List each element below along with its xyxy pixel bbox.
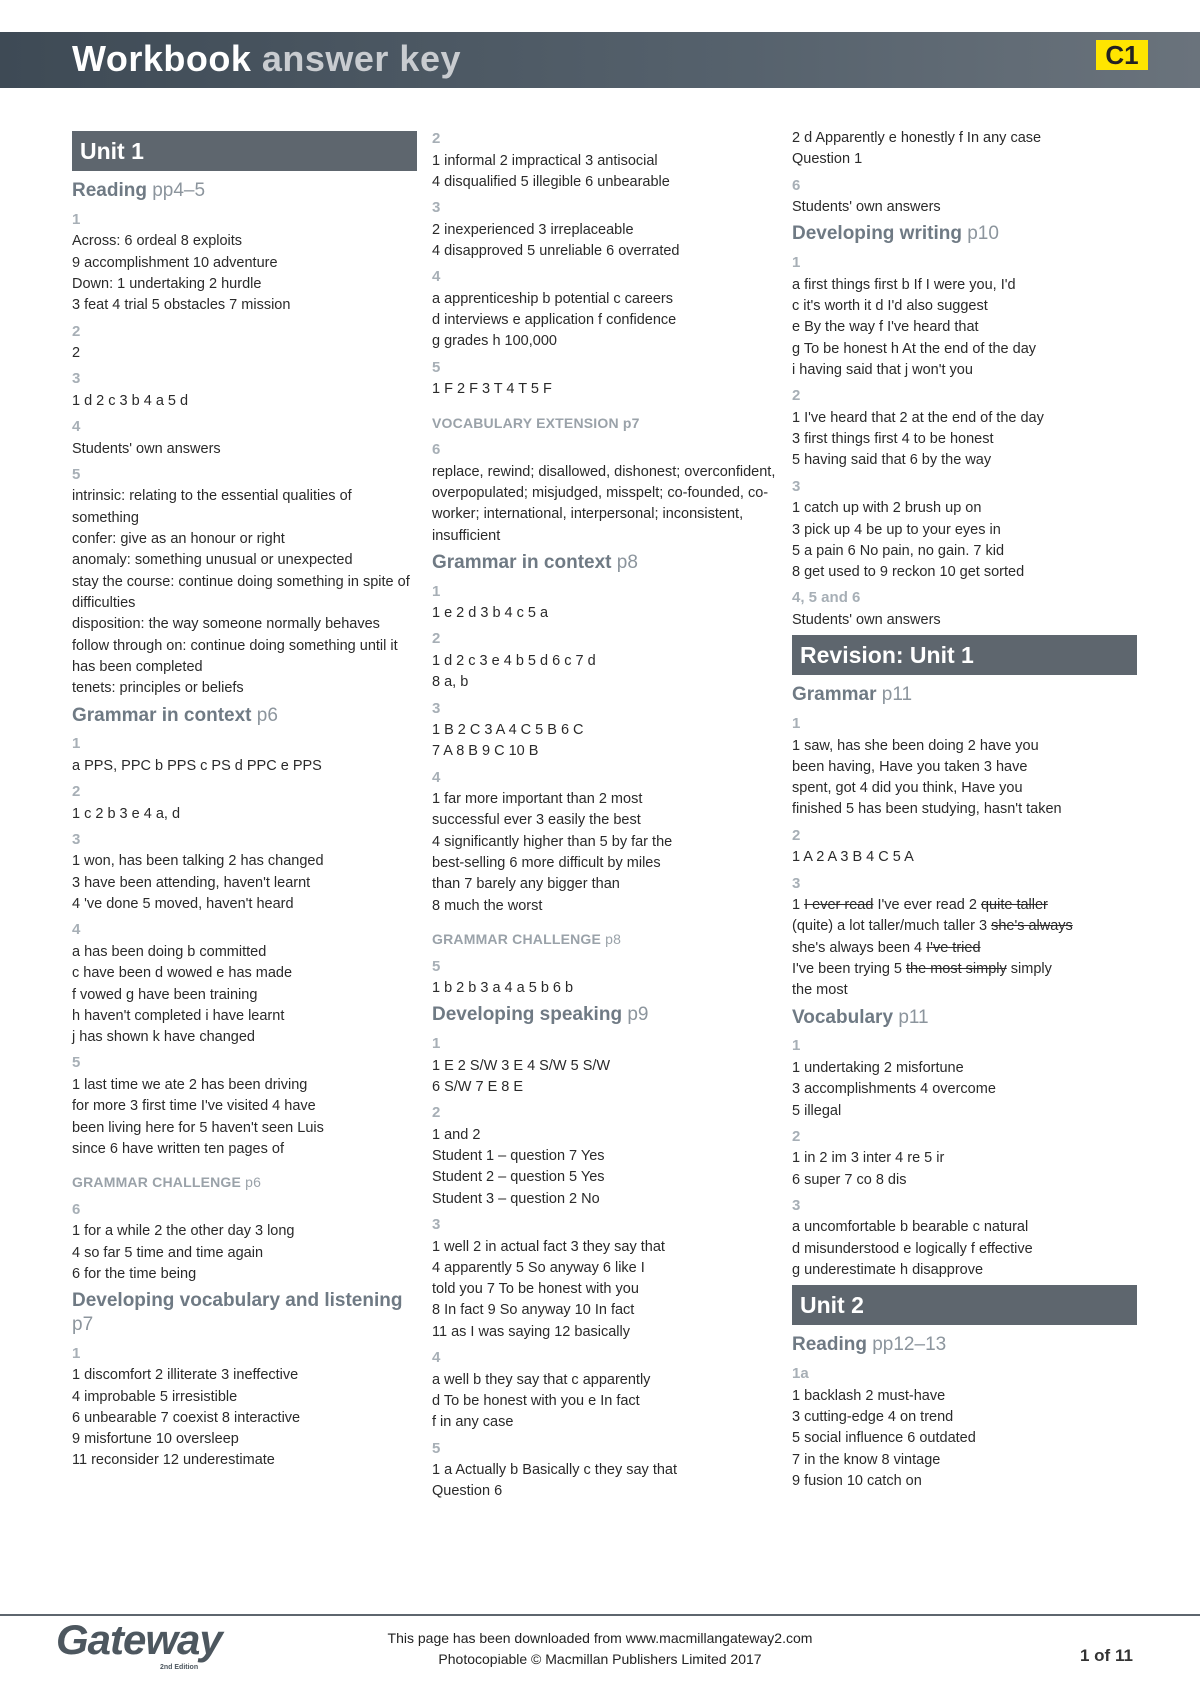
answer-line: Students' own answers (792, 611, 941, 628)
answer-line: 1 B 2 C 3 A 4 C 5 B 6 C (432, 722, 584, 739)
section-heading (792, 1333, 1137, 1357)
answer-line: 8 In fact 9 So anyway 10 In fact (432, 1302, 635, 1319)
footer-text (300, 1628, 900, 1670)
answer-line: e By the way f I've heard that (792, 319, 979, 336)
exercise-number: 1a (792, 1365, 809, 1383)
answer-line: intrinsic: relating to the essential qualities of something (72, 488, 352, 526)
exercise-answers (792, 610, 1137, 631)
exercise (792, 175, 1137, 219)
exercise-number: 1 (792, 715, 801, 732)
exercise (792, 825, 1137, 869)
answer-text: the most (792, 982, 848, 999)
exercise-answers (432, 289, 777, 353)
section-label: Developing writing (792, 223, 962, 245)
exercise-answers (432, 1460, 777, 1503)
answer-line: a apprenticeship b potential c careers (432, 290, 674, 307)
section-heading (72, 1172, 417, 1193)
exercise (792, 252, 1137, 381)
exercise (432, 698, 777, 763)
exercise (72, 416, 417, 460)
answer-line: confer: give as an honour or right (72, 531, 285, 548)
exercise-number: 4 (432, 268, 441, 286)
answer-line (792, 916, 1137, 937)
answer-line: g To be honest h At the end of the day (792, 340, 1037, 357)
exercise-number: 4 (432, 1349, 441, 1367)
column-2 (432, 128, 777, 1507)
section-page: p6 (256, 704, 278, 726)
answer-line: Student 3 – question 2 No (432, 1190, 600, 1207)
exercise-answers (792, 1058, 1137, 1122)
answer-line: 1 c 2 b 3 e 4 a, d (72, 805, 181, 822)
exercise (432, 767, 777, 917)
exercise (432, 1214, 777, 1343)
answer-line: for more 3 first time I've visited 4 have (72, 1098, 316, 1115)
exercise (792, 1035, 1137, 1121)
answer-line: 4 've done 5 moved, haven't heard (72, 896, 294, 913)
exercise (72, 368, 417, 412)
exercise (792, 385, 1137, 471)
answer-line: 1 A 2 A 3 B 4 C 5 A (792, 849, 914, 866)
exercise-number: 3 (432, 1216, 441, 1234)
exercise-number: 5 (432, 358, 441, 376)
answer-line: 1 I've heard that 2 at the end of the day (792, 409, 1044, 426)
exercise-number: 2 (432, 130, 441, 147)
answer-line: anomaly: something unusual or unexpected (72, 552, 353, 569)
answer-line: 3 first things first 4 to be honest (792, 431, 994, 448)
answer-line: i having said that j won't you (792, 361, 973, 378)
answer-line: 8 much the worst (432, 897, 543, 914)
answer-line: best-selling 6 more difficult by miles (432, 855, 661, 872)
exercise (792, 476, 1137, 584)
answer-line: 2 inexperienced 3 irreplaceable (432, 221, 634, 238)
answer-line: Student 1 – question 7 Yes (432, 1148, 605, 1165)
exercise-number: 5 (72, 1054, 81, 1072)
exercise-answers (432, 151, 777, 194)
exercise-number: 3 (792, 874, 801, 892)
answer-line: 1 F 2 F 3 T 4 T 5 F (432, 381, 552, 398)
level-badge: C1 (1096, 40, 1148, 70)
exercise-answers (432, 978, 777, 999)
gateway-logo: Gateway (56, 1616, 222, 1663)
exercise-number: 4 (72, 418, 81, 436)
page-number: 1 of 11 (1080, 1646, 1133, 1665)
exercise-answers (432, 1125, 777, 1210)
answer-line: f in any case (432, 1414, 514, 1431)
section-page: p8 (616, 551, 638, 573)
answer-line: 9 accomplishment 10 adventure (72, 254, 278, 271)
answer-line: 8 a, b (432, 674, 469, 691)
answer-line: 1 informal 2 impractical 3 antisocial (432, 152, 658, 169)
answer-text: (quite) a lot taller/much taller 3 (792, 918, 992, 935)
answer-line: 3 have been attending, haven't learnt (72, 874, 311, 891)
answer-line (792, 959, 1137, 980)
exercise-answers (432, 1056, 777, 1099)
crossed-out-text: I've tried (926, 939, 981, 956)
section-heading (432, 1003, 777, 1027)
answer-line: 2 d Apparently e honestly f In any case (792, 130, 1042, 146)
exercise (432, 581, 777, 625)
answer-line: been having, Have you taken 3 have (792, 758, 1028, 775)
answer-line: 1 and 2 (432, 1126, 481, 1143)
exercise (792, 1126, 1137, 1191)
unit-heading: Unit 1 (72, 131, 417, 171)
answer-line: 3 feat 4 trial 5 obstacles 7 mission (72, 297, 291, 314)
exercise-answers (792, 128, 1137, 171)
exercise (432, 1438, 777, 1503)
exercise-number: 3 (72, 370, 81, 388)
exercise-answers (792, 1386, 1137, 1493)
section-page: p10 (967, 223, 999, 245)
column-3 (792, 128, 1137, 1496)
exercise-number: 2 (792, 826, 801, 844)
exercise-number: 1 (432, 1035, 441, 1053)
answer-text: 1 (792, 897, 805, 914)
exercise-answers (432, 651, 777, 694)
exercise-number: 1 (72, 210, 81, 228)
answer-text: I've ever read 2 (873, 897, 981, 914)
answer-line: h haven't completed i have learnt (72, 1007, 285, 1024)
exercise-number: 3 (72, 830, 81, 848)
section-heading (792, 222, 1137, 246)
answer-line: 11 reconsider 12 underestimate (72, 1452, 275, 1469)
exercise-answers (432, 720, 777, 763)
exercise-answers (72, 851, 417, 915)
crossed-out-text: I ever read (804, 897, 874, 914)
answer-line: 4 disapproved 5 unreliable 6 overrated (432, 242, 680, 259)
answer-line: a uncomfortable b bearable c natural (792, 1219, 1029, 1236)
answer-line: 1 far more important than 2 most (432, 791, 643, 808)
exercise (792, 713, 1137, 821)
section-label: Grammar (792, 684, 877, 706)
section-label: VOCABULARY EXTENSION p7 (432, 414, 640, 431)
page-title (72, 38, 461, 80)
exercise-number: 2 (792, 1127, 801, 1145)
exercise (72, 321, 417, 365)
exercise-number: 3 (432, 699, 441, 717)
exercise-answers (432, 220, 777, 263)
answer-line: successful ever 3 easily the best (432, 812, 641, 829)
exercise (792, 873, 1137, 1002)
section-label: Grammar in context (432, 551, 612, 573)
answer-line: 1 d 2 c 3 e 4 b 5 d 6 c 7 d (432, 652, 596, 669)
exercise-answers (72, 231, 417, 316)
answer-line: 1 b 2 b 3 a 4 a 5 b 6 b (432, 980, 574, 997)
answer-line: 1 e 2 d 3 b 4 c 5 a (432, 605, 549, 622)
answer-line: 5 social influence 6 outdated (792, 1430, 976, 1447)
section-label: Developing vocabulary and listening (72, 1290, 403, 1312)
answer-line: 5 having said that 6 by the way (792, 452, 992, 469)
section-page: pp4–5 (152, 180, 206, 201)
section-page: p7 (72, 1313, 94, 1335)
exercise-number: 1 (72, 1344, 81, 1362)
exercise (792, 587, 1137, 631)
exercise (432, 1033, 777, 1098)
section-label: Vocabulary (792, 1006, 894, 1028)
answer-line: 4 improbable 5 irresistible (72, 1388, 238, 1405)
answer-line (792, 938, 1137, 959)
answer-line: 4 significantly higher than 5 by far the (432, 833, 673, 850)
answer-line: 6 unbearable 7 coexist 8 interactive (72, 1409, 301, 1426)
answer-line: 2 (72, 345, 81, 361)
section-label: GRAMMAR CHALLENGE (72, 1174, 242, 1191)
answer-line: 9 fusion 10 catch on (792, 1472, 922, 1489)
answer-line: 5 illegal (792, 1102, 842, 1119)
section-heading (72, 704, 417, 728)
section-heading (432, 413, 777, 434)
section-page: p9 (627, 1004, 649, 1026)
section-heading (432, 551, 777, 575)
answer-text: I've been trying 5 (792, 961, 907, 977)
unit-heading: Revision: Unit 1 (792, 635, 1137, 675)
exercise-answers (432, 603, 777, 624)
exercise-number: 2 (72, 322, 81, 340)
exercise (792, 1363, 1137, 1492)
section-page: p6 (245, 1174, 262, 1191)
exercise-answers (432, 379, 777, 400)
exercise-answers (792, 197, 1137, 218)
crossed-out-text: quite taller (980, 897, 1048, 914)
section-heading (792, 1006, 1137, 1030)
download-notice: This page has been downloaded from www.macmillangateway2.com (387, 1630, 813, 1646)
exercise-answers (792, 736, 1137, 821)
exercise (432, 439, 777, 547)
exercise-answers (432, 1237, 777, 1344)
answer-line: since 6 have written ten pages of (72, 1140, 284, 1157)
exercise-answers (72, 391, 417, 412)
section-label: Developing speaking (432, 1004, 623, 1026)
answer-line: g grades h 100,000 (432, 333, 557, 350)
answer-line: 4 apparently 5 So anyway 6 like I (432, 1259, 645, 1276)
answer-line: a has been doing b committed (72, 943, 267, 960)
section-heading (72, 1289, 417, 1337)
exercise-answers (432, 1370, 777, 1434)
exercise-number: 3 (792, 1196, 801, 1214)
exercise-answers (72, 486, 417, 699)
exercise-answers (72, 756, 417, 777)
exercise-number: 1 (432, 582, 441, 600)
answer-line: 4 so far 5 time and time again (72, 1244, 264, 1261)
exercise-answers (792, 847, 1137, 868)
exercise (432, 357, 777, 401)
section-heading (432, 929, 777, 950)
answer-line: Student 2 – question 5 Yes (432, 1169, 605, 1186)
answer-line: 1 a Actually b Basically c they say that (432, 1462, 678, 1479)
exercise-number: 6 (432, 441, 441, 459)
answer-line: 8 get used to 9 reckon 10 get sorted (792, 564, 1025, 581)
answer-line: 7 A 8 B 9 C 10 B (432, 743, 539, 760)
answer-line: 4 disqualified 5 illegible 6 unbearable (432, 173, 670, 190)
answer-line: 9 misfortune 10 oversleep (72, 1431, 239, 1448)
section-page: pp12–13 (872, 1334, 947, 1356)
answer-line: 6 super 7 co 8 dis (792, 1171, 907, 1188)
answer-line: Across: 6 ordeal 8 exploits (72, 233, 243, 250)
exercise (792, 128, 1137, 171)
exercise-answers (72, 1221, 417, 1285)
column-1 (72, 128, 417, 1476)
answer-line: 1 well 2 in actual fact 3 they say that (432, 1238, 665, 1255)
exercise (72, 829, 417, 915)
answer-line: c it's worth it d I'd also suggest (792, 298, 988, 314)
answer-line: 1 E 2 S/W 3 E 4 S/W 5 S/W (432, 1057, 611, 1074)
exercise (72, 464, 417, 700)
exercise-number: 5 (432, 1439, 441, 1457)
exercise-number: 5 (432, 957, 441, 975)
answer-line: d To be honest with you e In fact (432, 1392, 640, 1409)
exercise-answers (72, 439, 417, 460)
answer-line: Question 6 (432, 1483, 503, 1500)
exercise-answers (432, 462, 777, 547)
exercise (432, 628, 777, 693)
answer-line: told you 7 To be honest with you (432, 1281, 639, 1298)
answer-line: Down: 1 undertaking 2 hurdle (72, 275, 262, 292)
exercise (432, 266, 777, 352)
answer-line: 6 for the time being (72, 1265, 197, 1282)
exercise-number: 2 (792, 387, 801, 405)
answer-text: simply (1006, 961, 1052, 977)
answer-line: a first things first b If I were you, I'd (792, 276, 1016, 293)
section-label: Reading (72, 180, 147, 201)
exercise-answers (792, 1217, 1137, 1281)
answer-line: replace, rewind; disallowed, dishonest; overconfident, overpopulated; misjudged, misspelt; co-founded, co-worker; international, interpersonal; inconsistent, insufficient (432, 463, 776, 544)
exercise (72, 1343, 417, 1472)
section-label: Grammar in context (72, 704, 252, 726)
exercise-number: 6 (72, 1200, 81, 1218)
answer-line: follow through on: continue doing something until it has been completed (72, 637, 398, 675)
section-label: GRAMMAR CHALLENGE (432, 931, 602, 948)
answer-line: 1 discomfort 2 illiterate 3 ineffective (72, 1367, 299, 1384)
exercise-answers (72, 343, 417, 364)
exercise (72, 209, 417, 317)
answer-line: 1 last time we ate 2 has been driving (72, 1076, 308, 1093)
exercise (432, 128, 777, 193)
answer-line: 1 undertaking 2 misfortune (792, 1059, 964, 1076)
answer-line: disposition: the way someone normally behaves (72, 616, 380, 633)
answer-line: 1 saw, has she been doing 2 have you (792, 737, 1039, 754)
exercise-number: 2 (432, 630, 441, 648)
logo-edition: 2nd Edition (160, 1664, 199, 1671)
answer-line: f vowed g have been training (72, 986, 258, 1003)
answer-line: c have been d wowed e has made (72, 965, 293, 982)
answer-line: finished 5 has been studying, hasn't taken (792, 801, 1062, 818)
answer-line: 3 pick up 4 be up to your eyes in (792, 521, 1001, 538)
answer-line: a PPS, PPC b PPS c PS d PPC e PPS (72, 757, 322, 774)
answer-line: 11 as I was saying 12 basically (432, 1323, 631, 1340)
answer-line: stay the course: continue doing something in spite of difficulties (72, 573, 410, 611)
exercise (432, 956, 777, 1000)
exercise-number: 2 (72, 783, 81, 801)
answer-line: Students' own answers (72, 440, 221, 457)
section-page: p8 (605, 931, 622, 948)
answer-line: a well b they say that c apparently (432, 1371, 651, 1388)
answer-line: 1 in 2 im 3 inter 4 re 5 ir (792, 1150, 945, 1167)
exercise-number: 6 (792, 176, 801, 194)
exercise-answers (792, 408, 1137, 472)
exercise-answers (72, 942, 417, 1049)
answer-line: 6 S/W 7 E 8 E (432, 1078, 524, 1095)
answer-line (792, 980, 1137, 1001)
exercise (432, 1102, 777, 1210)
exercise-number: 4 (432, 768, 441, 786)
exercise (72, 1052, 417, 1160)
copyright-notice: Photocopiable © Macmillan Publishers Limited 2017 (438, 1651, 762, 1667)
answer-line: Question 1 (792, 151, 863, 168)
answer-line: 1 for a while 2 the other day 3 long (72, 1223, 295, 1240)
title-light: answer key (261, 38, 461, 79)
exercise (72, 919, 417, 1048)
exercise-answers (72, 1365, 417, 1472)
exercise (432, 197, 777, 262)
exercise-number: 3 (432, 199, 441, 217)
exercise (792, 1195, 1137, 1281)
exercise-number: 2 (432, 1104, 441, 1122)
crossed-out-text: the most simply (906, 961, 1007, 977)
section-page: p11 (881, 684, 913, 706)
crossed-out-text: she's always (991, 918, 1073, 935)
section-heading (72, 179, 417, 203)
title-bold: Workbook (72, 38, 252, 79)
answer-line: 1 d 2 c 3 b 4 a 5 d (72, 392, 189, 409)
exercise-answers (792, 275, 1137, 382)
exercise-number: 1 (72, 735, 81, 753)
exercise-number: 4 (72, 921, 81, 939)
header-bar (0, 32, 1200, 88)
answer-line: spent, got 4 did you think, Have you (792, 780, 1023, 797)
answer-line: g underestimate h disapprove (792, 1262, 984, 1279)
exercise-number: 5 (72, 465, 81, 483)
answer-line: Students' own answers (792, 199, 941, 216)
exercise-answers (792, 1148, 1137, 1191)
answer-line: tenets: principles or beliefs (72, 680, 244, 697)
exercise (432, 1347, 777, 1433)
exercise (72, 1199, 417, 1285)
exercise-answers (432, 789, 777, 917)
answer-line: than 7 barely any bigger than (432, 876, 620, 893)
exercise-number: 4, 5 and 6 (792, 589, 861, 607)
answer-line (792, 895, 1137, 916)
exercise-number: 3 (792, 477, 801, 495)
answer-line: been living here for 5 haven't seen Luis (72, 1119, 324, 1136)
section-page: p11 (898, 1006, 929, 1028)
answer-line: 1 catch up with 2 brush up on (792, 500, 982, 517)
answer-line: 1 won, has been talking 2 has changed (72, 853, 324, 870)
exercise-number: 1 (792, 254, 801, 272)
section-heading (792, 683, 1137, 707)
exercise-answers (792, 498, 1137, 583)
exercise-answers (792, 895, 1137, 1002)
answer-text: she's always been 4 (792, 939, 927, 956)
answer-line: j has shown k have changed (72, 1029, 255, 1046)
exercise (72, 781, 417, 825)
answer-line: d misunderstood e logically f effective (792, 1240, 1033, 1257)
unit-heading: Unit 2 (792, 1285, 1137, 1325)
exercise-answers (72, 804, 417, 825)
exercise-answers (72, 1075, 417, 1160)
answer-line: 3 cutting-edge 4 on trend (792, 1408, 954, 1425)
exercise-number: 1 (792, 1037, 801, 1055)
exercise (72, 733, 417, 777)
answer-line: 1 backlash 2 must-have (792, 1387, 946, 1404)
answer-line: 7 in the know 8 vintage (792, 1451, 941, 1468)
section-label: Reading (792, 1334, 867, 1356)
answer-line: 5 a pain 6 No pain, no gain. 7 kid (792, 542, 1005, 559)
answer-line: d interviews e application f confidence (432, 312, 677, 329)
answer-line: 3 accomplishments 4 overcome (792, 1081, 996, 1098)
